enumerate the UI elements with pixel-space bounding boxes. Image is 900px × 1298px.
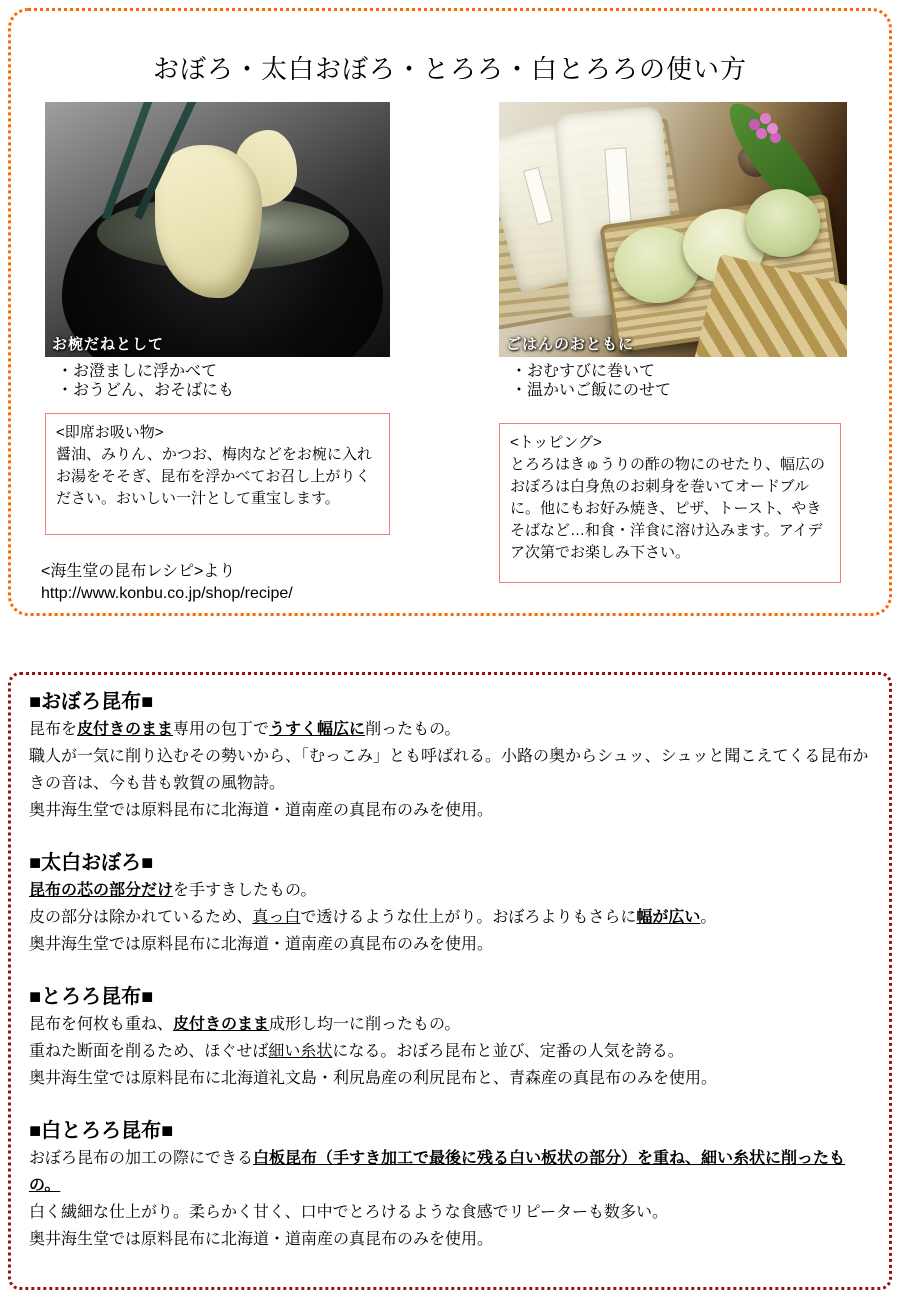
section-line: 奥井海生堂では原料昆布に北海道・道南産の真昆布のみを使用。 bbox=[29, 802, 494, 819]
section-heading: ■おぼろ昆布■ bbox=[29, 691, 154, 713]
note-title: <トッピング> bbox=[510, 434, 602, 451]
text-segment: 。 bbox=[700, 909, 717, 926]
source-url: http://www.konbu.co.jp/shop/recipe/ bbox=[41, 585, 293, 602]
note-title: <即席お吸い物> bbox=[56, 424, 164, 441]
text-segment-underlined: 細い糸状 bbox=[268, 1043, 333, 1060]
section-line bbox=[29, 1038, 871, 1065]
note-body: とろろはきゅうりの酢の物にのせたり、幅広のおぼろは白身魚のお刺身を巻いてオードブルに。他にもお好み焼き、ピザ、トースト、やきそばなど…和食・洋食に溶け込みます。アイデア次第でお楽しみ下さい。 bbox=[510, 456, 826, 561]
section-heading: ■太白おぼろ■ bbox=[29, 852, 154, 874]
text-segment-underlined: 真っ白 bbox=[252, 909, 301, 926]
soup-column bbox=[41, 102, 390, 605]
text-segment-underlined: 皮付きのまま bbox=[77, 721, 174, 738]
rice-bullets bbox=[511, 362, 847, 400]
section-line bbox=[29, 877, 871, 904]
text-segment: おぼろ昆布の加工の際にできる bbox=[29, 1150, 254, 1167]
section-oboro-kombu bbox=[29, 689, 871, 824]
orchid-graphic bbox=[756, 128, 767, 139]
section-heading: ■白とろろ昆布■ bbox=[29, 1120, 174, 1142]
text-segment: 重ねた断面を削るため、ほぐせば bbox=[29, 1043, 269, 1060]
usage-columns bbox=[11, 102, 889, 605]
text-segment-underlined: うすく幅広に bbox=[269, 721, 366, 738]
section-line: 奥井海生堂では原料昆布に北海道・道南産の真昆布のみを使用。 bbox=[29, 936, 494, 953]
soup-bowl-photo bbox=[45, 102, 390, 357]
bullet-line: ・温かいご飯にのせて bbox=[511, 382, 672, 399]
instant-soup-note bbox=[45, 413, 390, 535]
text-segment: 成形し均一に削ったもの。 bbox=[269, 1016, 461, 1033]
text-segment: 専用の包丁で bbox=[173, 721, 270, 738]
packages-photo bbox=[499, 102, 847, 357]
section-line: 奥井海生堂では原料昆布に北海道・道南産の真昆布のみを使用。 bbox=[29, 1231, 494, 1248]
section-line bbox=[29, 904, 871, 931]
usage-box bbox=[8, 8, 892, 616]
topping-note bbox=[499, 423, 841, 583]
bullet-line: ・おむすびに巻いて bbox=[511, 363, 656, 380]
text-segment: で透けるような仕上がり。おぼろよりもさらに bbox=[300, 909, 637, 926]
text-segment: 皮の部分は除かれているため、 bbox=[29, 909, 253, 926]
section-tororo-kombu bbox=[29, 984, 871, 1092]
section-line bbox=[29, 1145, 871, 1199]
kombu-types-box bbox=[8, 672, 892, 1290]
note-body: 醤油、みりん、かつお、梅肉などをお椀に入れお湯をそそぎ、昆布を浮かべてお召し上がりください。おいしい一汁として重宝します。 bbox=[56, 446, 372, 507]
text-segment-underlined: 幅が広い bbox=[636, 909, 701, 926]
text-segment: 昆布を何枚も重ね、 bbox=[29, 1016, 174, 1033]
text-segment-underlined: 昆布の芯の部分だけ bbox=[29, 882, 174, 899]
rice-column bbox=[499, 102, 847, 605]
text-segment-underlined: 皮付きのまま bbox=[173, 1016, 270, 1033]
text-segment: を手すきしたもの。 bbox=[173, 882, 317, 899]
text-segment: になる。おぼろ昆布と並び、定番の人気を誇る。 bbox=[332, 1043, 684, 1060]
section-tahaku-oboro bbox=[29, 850, 871, 958]
recipe-source bbox=[41, 561, 390, 605]
section-line: 白く繊細な仕上がり。柔らかく甘く、口中でとろけるような食感でリピーターも数多い。 bbox=[29, 1204, 669, 1221]
section-line bbox=[29, 1011, 871, 1038]
text-segment-underlined: 白板昆布（手すき加工で最後に残る白い板状の部分）を重ね、細い糸状に削ったもの。 bbox=[29, 1150, 846, 1194]
section-line bbox=[29, 716, 871, 743]
text-segment: 昆布を bbox=[29, 721, 78, 738]
section-heading: ■とろろ昆布■ bbox=[29, 986, 154, 1008]
soup-bullets bbox=[57, 362, 390, 400]
section-line: 職人が一気に削り込むその勢いから、「むっこみ」とも呼ばれる。小路の奥からシュッ、シュッと聞こえてくる昆布かきの音は、今も昔も敦賀の風物詩。 bbox=[29, 748, 869, 792]
section-line: 奥井海生堂では原料昆布に北海道礼文島・利尻島産の利尻昆布と、青森産の真昆布のみを使用。 bbox=[29, 1070, 718, 1087]
bullet-line: ・おうどん、おそばにも bbox=[57, 382, 234, 399]
photo-caption-soup: お椀だねとして bbox=[52, 336, 165, 353]
page-title: おぼろ・太白おぼろ・とろろ・白とろろの使い方 bbox=[152, 54, 747, 84]
section-shiro-tororo-kombu bbox=[29, 1118, 871, 1253]
source-label: <海生堂の昆布レシピ>より bbox=[41, 563, 236, 580]
photo-caption-rice: ごはんのおともに bbox=[506, 336, 635, 353]
bullet-line: ・お澄ましに浮かべて bbox=[57, 363, 218, 380]
text-segment: 削ったもの。 bbox=[365, 721, 461, 738]
tororo-ball-graphic bbox=[746, 189, 820, 257]
